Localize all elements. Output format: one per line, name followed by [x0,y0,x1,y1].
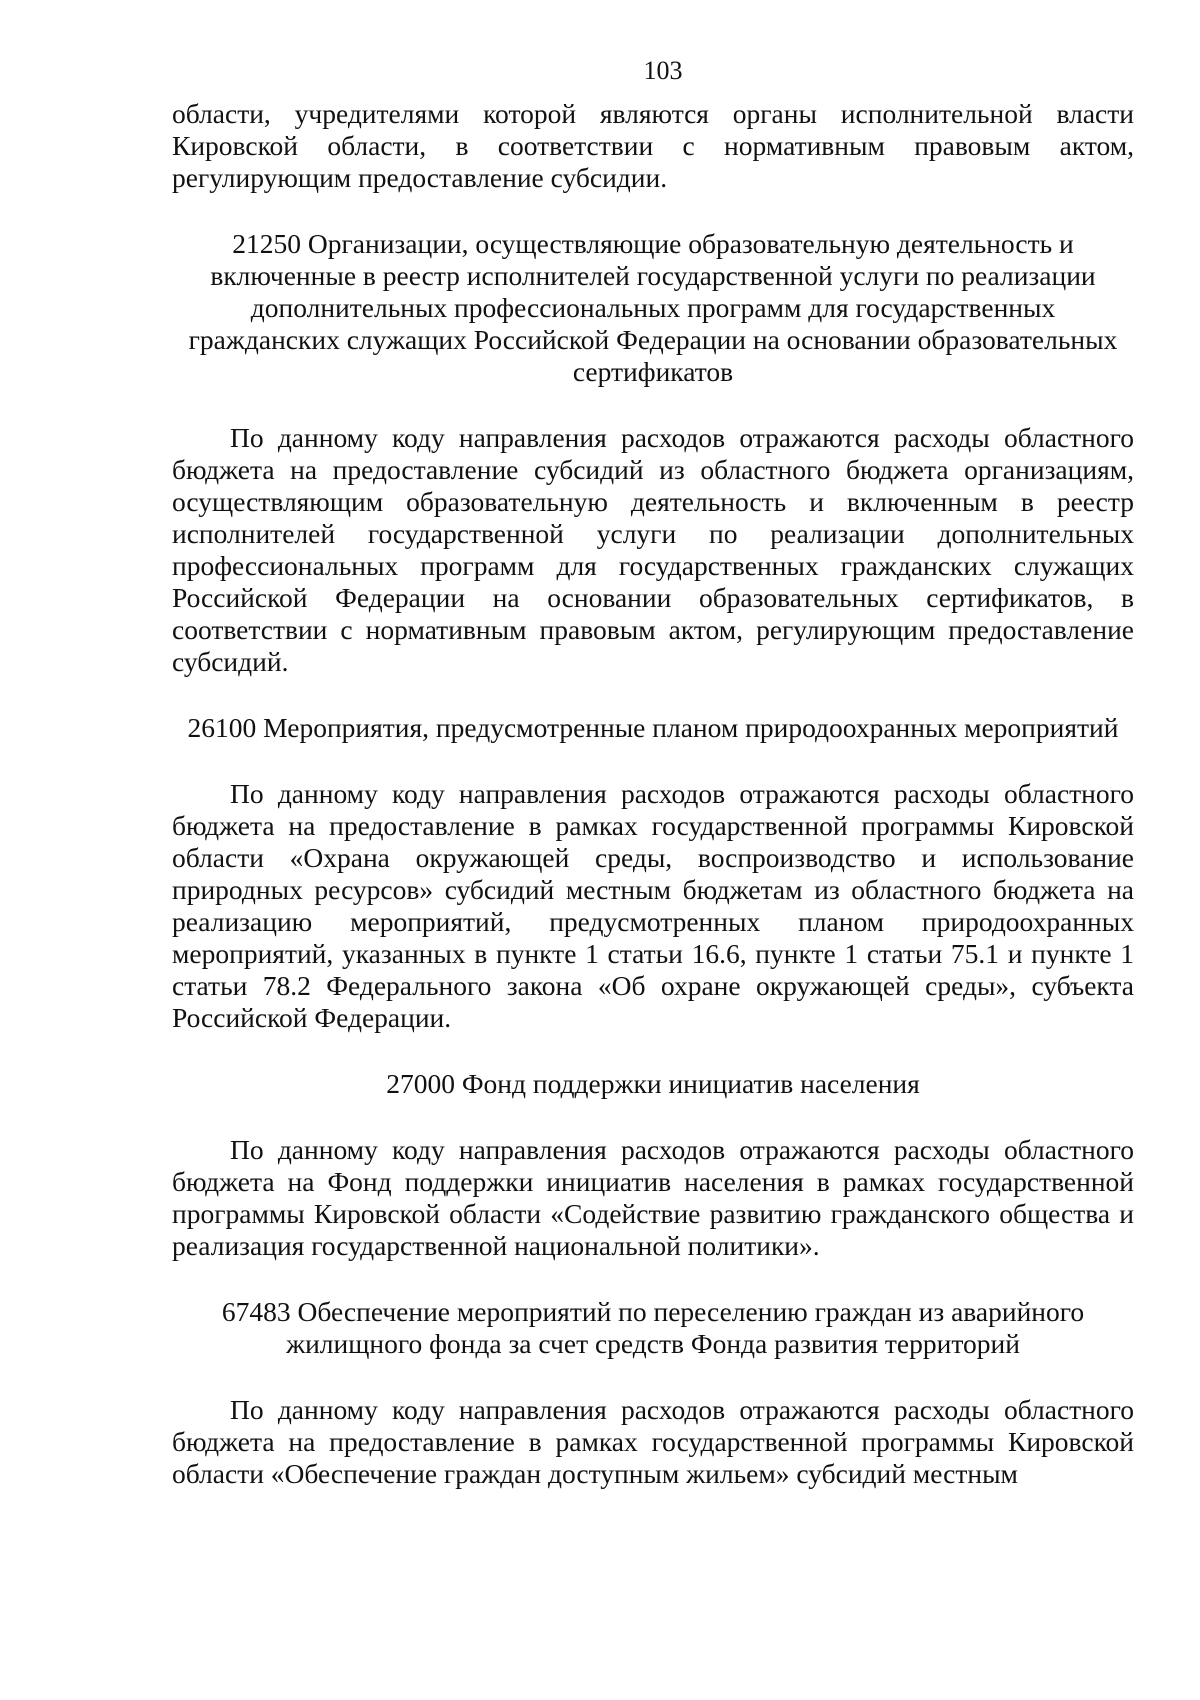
section-paragraph-27000: По данному коду направления расходов отражаются расходы областного бюджета на Фонд поддержки инициатив населения в рамках государственной программы Кировской области «Содействие развитию гражданского общества и реализация государственной национальной политики». [172,1134,1134,1261]
document-page [172,56,1134,1490]
section-heading-21250: 21250 Организации, осуществляющие образовательную деятельность и включенные в реестр исполнителей государственной услуги по реализации дополнительных профессиональных программ для государственных гражданских служащих Российской Федерации на основании образовательных сертификатов [188,228,1118,387]
section-heading-67483: 67483 Обеспечение мероприятий по переселению граждан из аварийного жилищного фонда за счет средств Фонда развития территорий [221,1296,1085,1359]
section-heading-27000: 27000 Фонд поддержки инициатив населения [386,1068,920,1099]
section-paragraph-67483: По данному коду направления расходов отражаются расходы областного бюджета на предоставление в рамках государственной программы Кировской области «Обеспечение граждан доступным жильем» субсидий местным [172,1394,1134,1489]
page-number: 103 [643,56,683,85]
section-paragraph-21250: По данному коду направления расходов отражаются расходы областного бюджета на предоставление субсидий из областного бюджета организациям, осуществляющим образовательную деятельность и включенным в реестр исполнителей государственной услуги по реализации дополнительных профессиональных программ для государственных гражданских служащих Российской Федерации на основании образовательных сертификатов, в соответствии с нормативным правовым актом, регулирующим предоставление субсидий. [172,422,1134,677]
intro-paragraph: области, учредителями которой являются органы исполнительной власти Кировской области, в соответствии с нормативным правовым актом, регулирующим предоставление субсидии. [172,98,1134,193]
section-paragraph-26100: По данному коду направления расходов отражаются расходы областного бюджета на предоставление в рамках государственной программы Кировской области «Охрана окружающей среды, воспроизводство и использование природных ресурсов» субсидий местным бюджетам из областного бюджета на реализацию мероприятий, предусмотренных планом природоохранных мероприятий, указанных в пункте 1 статьи 16.6, пункте 1 статьи 75.1 и пункте 1 статьи 78.2 Федерального закона «Об охране окружающей среды», субъекта Российской Федерации. [172,778,1134,1033]
section-heading-26100: 26100 Мероприятия, предусмотренные планом природоохранных мероприятий [187,712,1119,743]
